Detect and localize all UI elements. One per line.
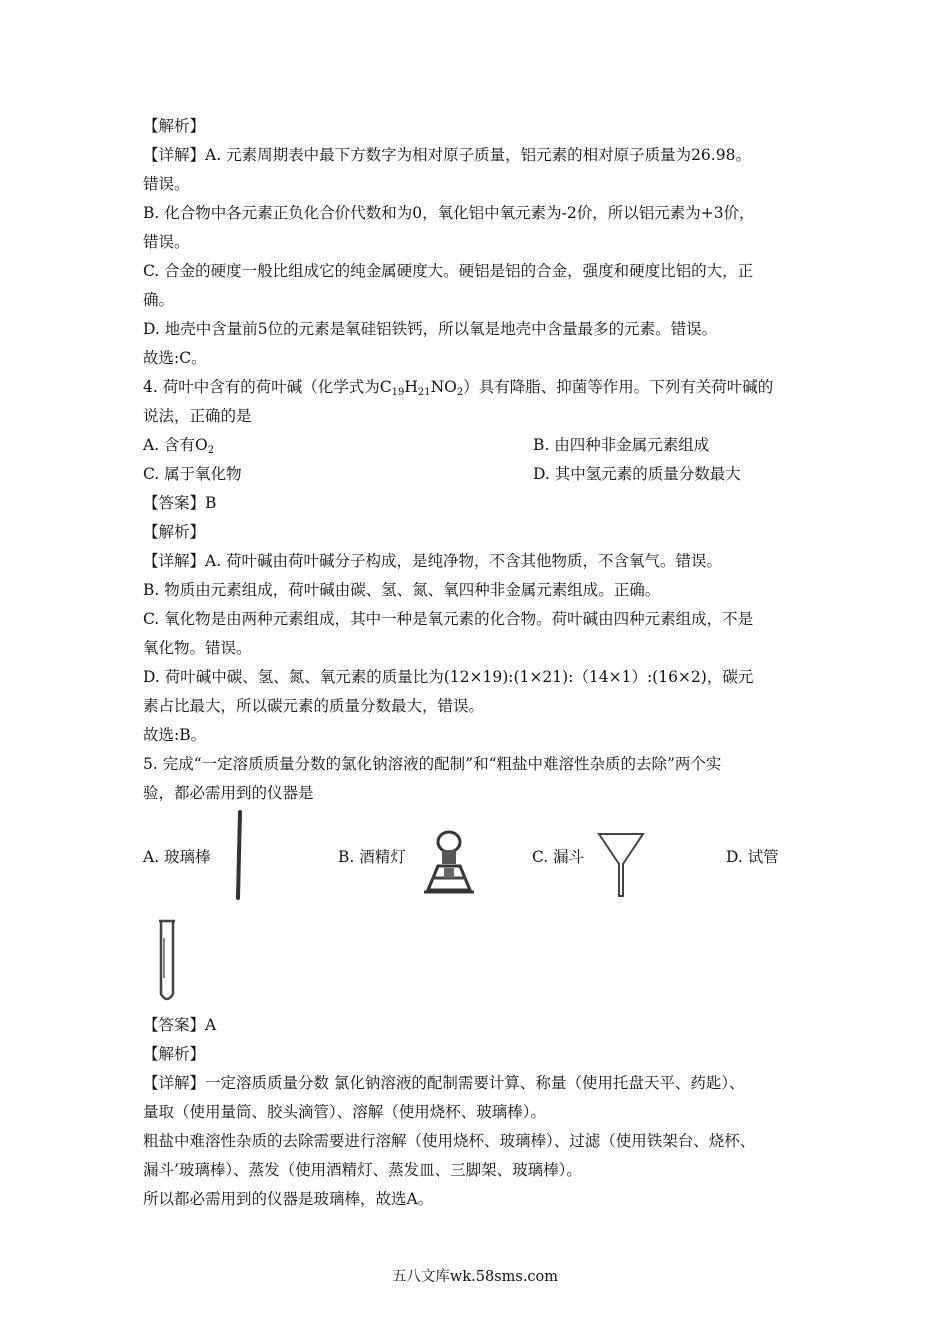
- detail-line: B. 物质由元素组成，荷叶碱由碳、氢、氮、氧四种非金属元素组成。正确。: [143, 581, 661, 599]
- option-a: A. 含有$O_2$: [143, 436, 215, 456]
- option-c-funnel: C. 漏斗: [532, 848, 585, 866]
- detail-line: 【详解】A. 元素周期表中最下方数字为相对原子质量，铝元素的相对原子质量为26.98。: [143, 146, 751, 164]
- answer-line: 【答案】A: [143, 1016, 217, 1034]
- detail-line: 错误。: [143, 233, 190, 251]
- answer-line: 【答案】B: [143, 494, 217, 512]
- question-5-stem-line2: 验，都必需用到的仪器是: [143, 784, 314, 802]
- detail-line: 确。: [143, 291, 175, 309]
- detail-line: C. 氧化物是由两种元素组成，其中一种是氧元素的化合物。荷叶碱由四种元素组成，不是: [143, 610, 754, 628]
- option-c: C. 属于氧化物: [143, 465, 242, 483]
- conclusion-line: 故选:C。: [143, 349, 207, 367]
- option-b: B. 由四种非金属元素组成: [533, 436, 710, 454]
- funnel-icon: [596, 830, 646, 900]
- alcohol-lamp-icon: [418, 828, 480, 898]
- detail-line: 错误。: [143, 175, 190, 193]
- question-4-options-row2: [143, 460, 823, 489]
- conclusion-line: 所以都必需用到的仪器是玻璃棒，故选A。: [143, 1190, 434, 1208]
- detail-line: 量取（使用量筒、胶头滴管）、溶解（使用烧杯、玻璃棒）。: [143, 1103, 547, 1121]
- option-d: D. 其中氢元素的质量分数最大: [533, 465, 741, 483]
- detail-line: 【详解】A. 荷叶碱由荷叶碱分子构成，是纯净物，不含其他物质，不含氧气。错误。: [143, 552, 723, 570]
- conclusion-line: 故选:B。: [143, 726, 207, 744]
- question-5-stem: 5. 完成“一定溶质质量分数的氯化钠溶液的配制”和“粗盐中难溶性杂质的去除”两个实: [143, 755, 722, 773]
- detail-line: 氧化物。错误。: [143, 639, 252, 657]
- glass-rod-icon: [232, 810, 246, 900]
- detail-line: B. 化合物中各元素正负化合价代数和为0，氧化铝中氧元素为-2价，所以铝元素为+3价，: [143, 204, 755, 222]
- analysis-heading: 【解析】: [143, 1045, 206, 1063]
- footer-watermark: 五八文库wk.58sms.com: [391, 1269, 559, 1285]
- question-4-stem: 4. 荷叶中含有的荷叶碱（化学式为$C_{19}H_{21}NO_2$）具有降脂、抑菌等作用。下列有关荷叶碱的: [143, 378, 774, 398]
- detail-line: D. 地壳中含量前5位的元素是氧硅铝铁钙，所以氧是地壳中含量最多的元素。错误。: [143, 320, 718, 338]
- option-b-alcohol-lamp: B. 酒精灯: [338, 848, 406, 866]
- detail-line: C. 合金的硬度一般比组成它的纯金属硬度大。硬铝是铝的合金，强度和硬度比铝的大，正: [143, 262, 754, 280]
- detail-line: 粗盐中难溶性杂质的去除需要进行溶解（使用烧杯、玻璃棒）、过滤（使用铁架台、烧杯、: [143, 1132, 756, 1150]
- option-a-glass-rod: A. 玻璃棒: [143, 848, 211, 866]
- analysis-heading: 【解析】: [143, 117, 206, 135]
- question-4-options-row1: [143, 431, 823, 460]
- detail-line: 漏斗’玻璃棒）、蒸发（使用酒精灯、蒸发皿、三脚架、玻璃棒）。: [143, 1161, 582, 1179]
- detail-line: 【详解】一定溶质质量分数 氯化钠溶液的配制需要计算、称量（使用托盘天平、药匙）、: [143, 1074, 745, 1092]
- option-d-test-tube: D. 试管: [726, 848, 779, 866]
- detail-line: D. 荷叶碱中碳、氢、氮、氧元素的质量比为(12×19):(1×21):（14×1）:(16×2)，碳元: [143, 668, 754, 686]
- detail-line: 素占比最大，所以碳元素的质量分数最大，错误。: [143, 697, 485, 715]
- analysis-heading: 【解析】: [143, 523, 206, 541]
- test-tube-icon: [154, 918, 180, 1006]
- question-4-stem-line2: 说法，正确的是: [143, 407, 252, 425]
